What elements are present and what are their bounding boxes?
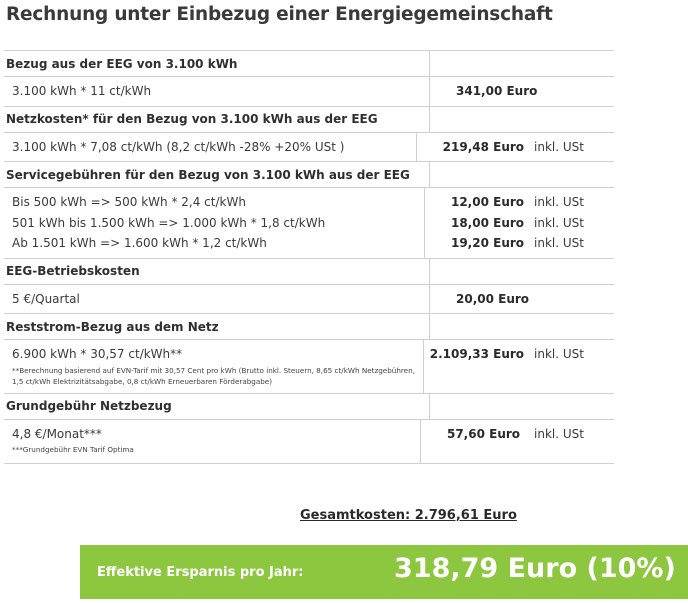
line-amount-row	[425, 233, 614, 254]
line-label: 3.100 kWh * 7,08 ct/kWh (8,2 ct/kWh -28% +20% USt )	[12, 139, 345, 154]
footnote: ***Grundgebühr EVN Tarif Optima	[12, 445, 134, 454]
section-body-eeg-bezug	[4, 76, 614, 106]
line-label: Ab 1.501 kWh => 1.600 kWh * 1,2 ct/kWh	[12, 236, 267, 251]
line-label: 3.100 kWh * 11 ct/kWh	[12, 84, 152, 99]
line-amount-row	[425, 192, 614, 213]
section-body-reststrom	[4, 339, 614, 393]
line-suffix: inkl. USt	[534, 347, 584, 362]
line-suffix: inkl. USt	[534, 236, 584, 251]
line-label: 4,8 €/Monat***	[12, 426, 102, 441]
line-amount: 18,00 Euro	[450, 215, 525, 230]
line-amount: 57,60 Euro	[446, 426, 521, 441]
line-amount: 2.109,33 Euro	[429, 347, 525, 362]
line-amount-row	[424, 344, 614, 365]
line-amount: 341,00 Euro	[456, 84, 538, 99]
section-header-label: Grundgebühr Netzbezug	[4, 394, 430, 419]
section-body-netzkosten	[4, 132, 614, 162]
line-suffix: inkl. USt	[534, 426, 584, 441]
section-header-label: Netzkosten* für den Bezug von 3.100 kWh aus der EEG	[4, 107, 430, 132]
savings-banner	[80, 545, 688, 599]
section-header-netzkosten	[4, 106, 614, 132]
line-suffix: inkl. USt	[534, 195, 584, 210]
section-header-label: Servicegebühren für den Bezug von 3.100 kWh aus der EEG	[4, 162, 430, 187]
section-header-grundgebuehr	[4, 393, 614, 419]
section-header-betriebskosten	[4, 258, 614, 284]
savings-label: Effektive Ersparnis pro Jahr:	[97, 565, 304, 580]
page-title: Rechnung unter Einbezug einer Energiegemeinschaft	[6, 4, 553, 25]
line-suffix: inkl. USt	[534, 139, 584, 154]
footnote: **Berechnung basierend auf EVN-Tarif mit 30,57 Cent pro kWh (Brutto inkl. Steuern, 8,65 ct/kWh Netzgebühren, 1,5 ct/kWh Elektrizitätsabgabe, 0,8 ct/kWh Erneuerbaren Förderabgabe)	[12, 365, 415, 386]
line-amount-row	[425, 213, 614, 234]
line-suffix: inkl. USt	[534, 215, 584, 230]
line-label: 6.900 kWh * 30,57 ct/kWh**	[12, 347, 183, 362]
line-amount: 20,00 Euro	[456, 291, 530, 306]
line-label: 5 €/Quartal	[12, 291, 80, 306]
line-label: Bis 500 kWh => 500 kWh * 2,4 ct/kWh	[12, 195, 246, 210]
line-amount: 19,20 Euro	[450, 236, 525, 251]
line-amount-row	[430, 289, 614, 310]
section-header-label: EEG-Betriebskosten	[4, 259, 430, 284]
line-amount: 12,00 Euro	[450, 195, 525, 210]
line-amount: 219,48 Euro	[442, 139, 525, 154]
total-cost: Gesamtkosten: 2.796,61 Euro	[300, 508, 517, 523]
table-bottom-rule	[4, 463, 614, 464]
line-amount-row	[421, 424, 614, 445]
section-body-grundgebuehr	[4, 419, 614, 464]
section-body-betriebskosten	[4, 284, 614, 314]
section-header-reststrom	[4, 313, 614, 339]
section-body-servicegebuehren	[4, 187, 614, 258]
savings-value: 318,79 Euro (10%)	[394, 553, 676, 584]
invoice-table	[4, 50, 614, 464]
line-label: 501 kWh bis 1.500 kWh => 1.000 kWh * 1,8 ct/kWh	[12, 215, 326, 230]
section-header-servicegebuehren	[4, 161, 614, 187]
section-header-label: Reststrom-Bezug aus dem Netz	[4, 314, 430, 339]
section-header-eeg-bezug	[4, 50, 614, 76]
section-header-label: Bezug aus der EEG von 3.100 kWh	[4, 51, 430, 76]
line-amount-row	[430, 81, 614, 102]
line-amount-row	[417, 137, 614, 158]
